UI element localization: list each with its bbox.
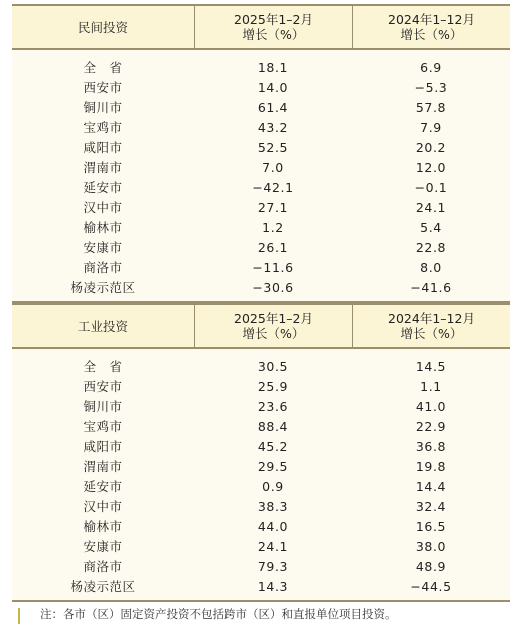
row-value-2025: 88.4 bbox=[257, 418, 289, 434]
table-row bbox=[12, 356, 510, 376]
row-region: 榆林市 bbox=[83, 519, 123, 534]
row-value-2025: 25.9 bbox=[257, 378, 289, 394]
table-row bbox=[12, 376, 510, 396]
row-value-2024: 14.5 bbox=[415, 358, 447, 374]
table-row bbox=[12, 157, 510, 177]
row-region: 延安市 bbox=[83, 479, 123, 494]
table-header bbox=[12, 4, 510, 50]
table-row bbox=[12, 456, 510, 476]
row-value-2025: 61.4 bbox=[257, 99, 289, 115]
row-value-2025: 52.5 bbox=[257, 139, 289, 155]
header-col-2025-period: 2025年1–2月 bbox=[234, 12, 313, 27]
table-row bbox=[12, 277, 510, 297]
row-value-2025: 44.0 bbox=[257, 518, 289, 534]
row-value-2024: 7.9 bbox=[420, 119, 442, 135]
row-region: 安康市 bbox=[83, 240, 123, 255]
row-region: 杨凌示范区 bbox=[70, 280, 136, 295]
row-value-2024: −44.5 bbox=[410, 578, 452, 594]
row-value-2025: −42.1 bbox=[252, 179, 294, 195]
row-value-2025: 38.3 bbox=[257, 498, 289, 514]
row-value-2025: 43.2 bbox=[257, 119, 289, 135]
row-value-2024: 38.0 bbox=[415, 538, 447, 554]
row-value-2024: 32.4 bbox=[415, 498, 447, 514]
header-col-2024-unit: 增长（%） bbox=[400, 326, 463, 341]
row-region: 铜川市 bbox=[83, 100, 123, 115]
footnote bbox=[12, 604, 510, 624]
row-region: 咸阳市 bbox=[83, 140, 123, 155]
row-value-2025: 23.6 bbox=[257, 398, 289, 414]
table-body bbox=[12, 50, 510, 303]
row-value-2025: 45.2 bbox=[257, 438, 289, 454]
header-category bbox=[12, 6, 194, 48]
row-region: 铜川市 bbox=[83, 399, 123, 414]
header-col-2025-period: 2025年1–2月 bbox=[234, 311, 313, 326]
table-row bbox=[12, 137, 510, 157]
row-region: 西安市 bbox=[83, 80, 123, 95]
header-col-2024-unit: 增长（%） bbox=[400, 27, 463, 42]
row-value-2024: 41.0 bbox=[415, 398, 447, 414]
table-row bbox=[12, 217, 510, 237]
row-value-2025: 29.5 bbox=[257, 458, 289, 474]
row-region: 渭南市 bbox=[83, 459, 123, 474]
row-value-2024: 24.1 bbox=[415, 199, 447, 215]
footnote-text: 注：各市（区）固定资产投资不包括跨市（区）和直报单位项目投资。 bbox=[40, 607, 397, 621]
row-value-2024: 8.0 bbox=[420, 259, 442, 275]
row-value-2024: −5.3 bbox=[414, 79, 448, 95]
table-row bbox=[12, 177, 510, 197]
row-value-2024: 57.8 bbox=[415, 99, 447, 115]
table-row bbox=[12, 436, 510, 456]
row-value-2024: 20.2 bbox=[415, 139, 447, 155]
row-region: 渭南市 bbox=[83, 160, 123, 175]
row-value-2025: 14.3 bbox=[257, 578, 289, 594]
table-row bbox=[12, 476, 510, 496]
row-value-2024: 6.9 bbox=[420, 59, 442, 75]
header-col-2024 bbox=[352, 305, 510, 347]
row-value-2024: −0.1 bbox=[414, 179, 448, 195]
row-region: 杨凌示范区 bbox=[70, 579, 136, 594]
table-row bbox=[12, 237, 510, 257]
row-value-2025: −30.6 bbox=[252, 279, 294, 295]
table-row bbox=[12, 516, 510, 536]
row-value-2024: 19.8 bbox=[415, 458, 447, 474]
row-region: 榆林市 bbox=[83, 220, 123, 235]
row-region: 西安市 bbox=[83, 379, 123, 394]
row-region: 宝鸡市 bbox=[83, 120, 123, 135]
header-col-2024-period: 2024年1–12月 bbox=[388, 311, 475, 326]
row-value-2025: 14.0 bbox=[257, 79, 289, 95]
header-col-2025 bbox=[194, 6, 352, 48]
row-region: 商洛市 bbox=[83, 559, 123, 574]
private-investment-table bbox=[12, 4, 510, 303]
row-region: 安康市 bbox=[83, 539, 123, 554]
row-region: 商洛市 bbox=[83, 260, 123, 275]
table-row bbox=[12, 97, 510, 117]
row-value-2025: −11.6 bbox=[252, 259, 294, 275]
header-col-2024 bbox=[352, 6, 510, 48]
table-row bbox=[12, 556, 510, 576]
table-row bbox=[12, 396, 510, 416]
table-row bbox=[12, 57, 510, 77]
header-col-2024-period: 2024年1–12月 bbox=[388, 12, 475, 27]
table-row bbox=[12, 576, 510, 596]
row-value-2024: 14.4 bbox=[415, 478, 447, 494]
header-col-2025-unit: 增长（%） bbox=[242, 326, 305, 341]
row-value-2025: 18.1 bbox=[257, 59, 289, 75]
header-category bbox=[12, 305, 194, 347]
header-col-2025 bbox=[194, 305, 352, 347]
row-value-2025: 30.5 bbox=[257, 358, 289, 374]
table-header bbox=[12, 303, 510, 349]
row-region: 咸阳市 bbox=[83, 439, 123, 454]
table-row bbox=[12, 117, 510, 137]
row-region: 汉中市 bbox=[83, 499, 123, 514]
row-value-2024: 22.8 bbox=[415, 239, 447, 255]
table-row bbox=[12, 416, 510, 436]
row-value-2025: 0.9 bbox=[262, 478, 284, 494]
header-category-label: 工业投资 bbox=[77, 318, 128, 334]
header-category-label: 民间投资 bbox=[77, 19, 128, 35]
row-value-2025: 79.3 bbox=[257, 558, 289, 574]
row-value-2024: 48.9 bbox=[415, 558, 447, 574]
row-value-2024: 5.4 bbox=[420, 219, 442, 235]
row-region: 汉中市 bbox=[83, 200, 123, 215]
row-region: 延安市 bbox=[83, 180, 123, 195]
row-value-2025: 1.2 bbox=[262, 219, 284, 235]
table-row bbox=[12, 257, 510, 277]
row-value-2025: 7.0 bbox=[262, 159, 284, 175]
row-region: 全 省 bbox=[83, 60, 123, 75]
row-value-2024: −41.6 bbox=[410, 279, 452, 295]
industrial-investment-table bbox=[12, 303, 510, 602]
header-col-2025-unit: 增长（%） bbox=[242, 27, 305, 42]
row-value-2025: 27.1 bbox=[257, 199, 289, 215]
row-value-2025: 24.1 bbox=[257, 538, 289, 554]
row-region: 全 省 bbox=[83, 359, 123, 374]
footnote-accent-bar bbox=[18, 608, 20, 624]
row-value-2024: 22.9 bbox=[415, 418, 447, 434]
row-value-2025: 26.1 bbox=[257, 239, 289, 255]
table-row bbox=[12, 496, 510, 516]
table-row bbox=[12, 197, 510, 217]
row-value-2024: 1.1 bbox=[420, 378, 442, 394]
table-body bbox=[12, 349, 510, 602]
row-value-2024: 36.8 bbox=[415, 438, 447, 454]
table-row bbox=[12, 536, 510, 556]
row-value-2024: 12.0 bbox=[415, 159, 447, 175]
table-row bbox=[12, 77, 510, 97]
row-region: 宝鸡市 bbox=[83, 419, 123, 434]
row-value-2024: 16.5 bbox=[415, 518, 447, 534]
